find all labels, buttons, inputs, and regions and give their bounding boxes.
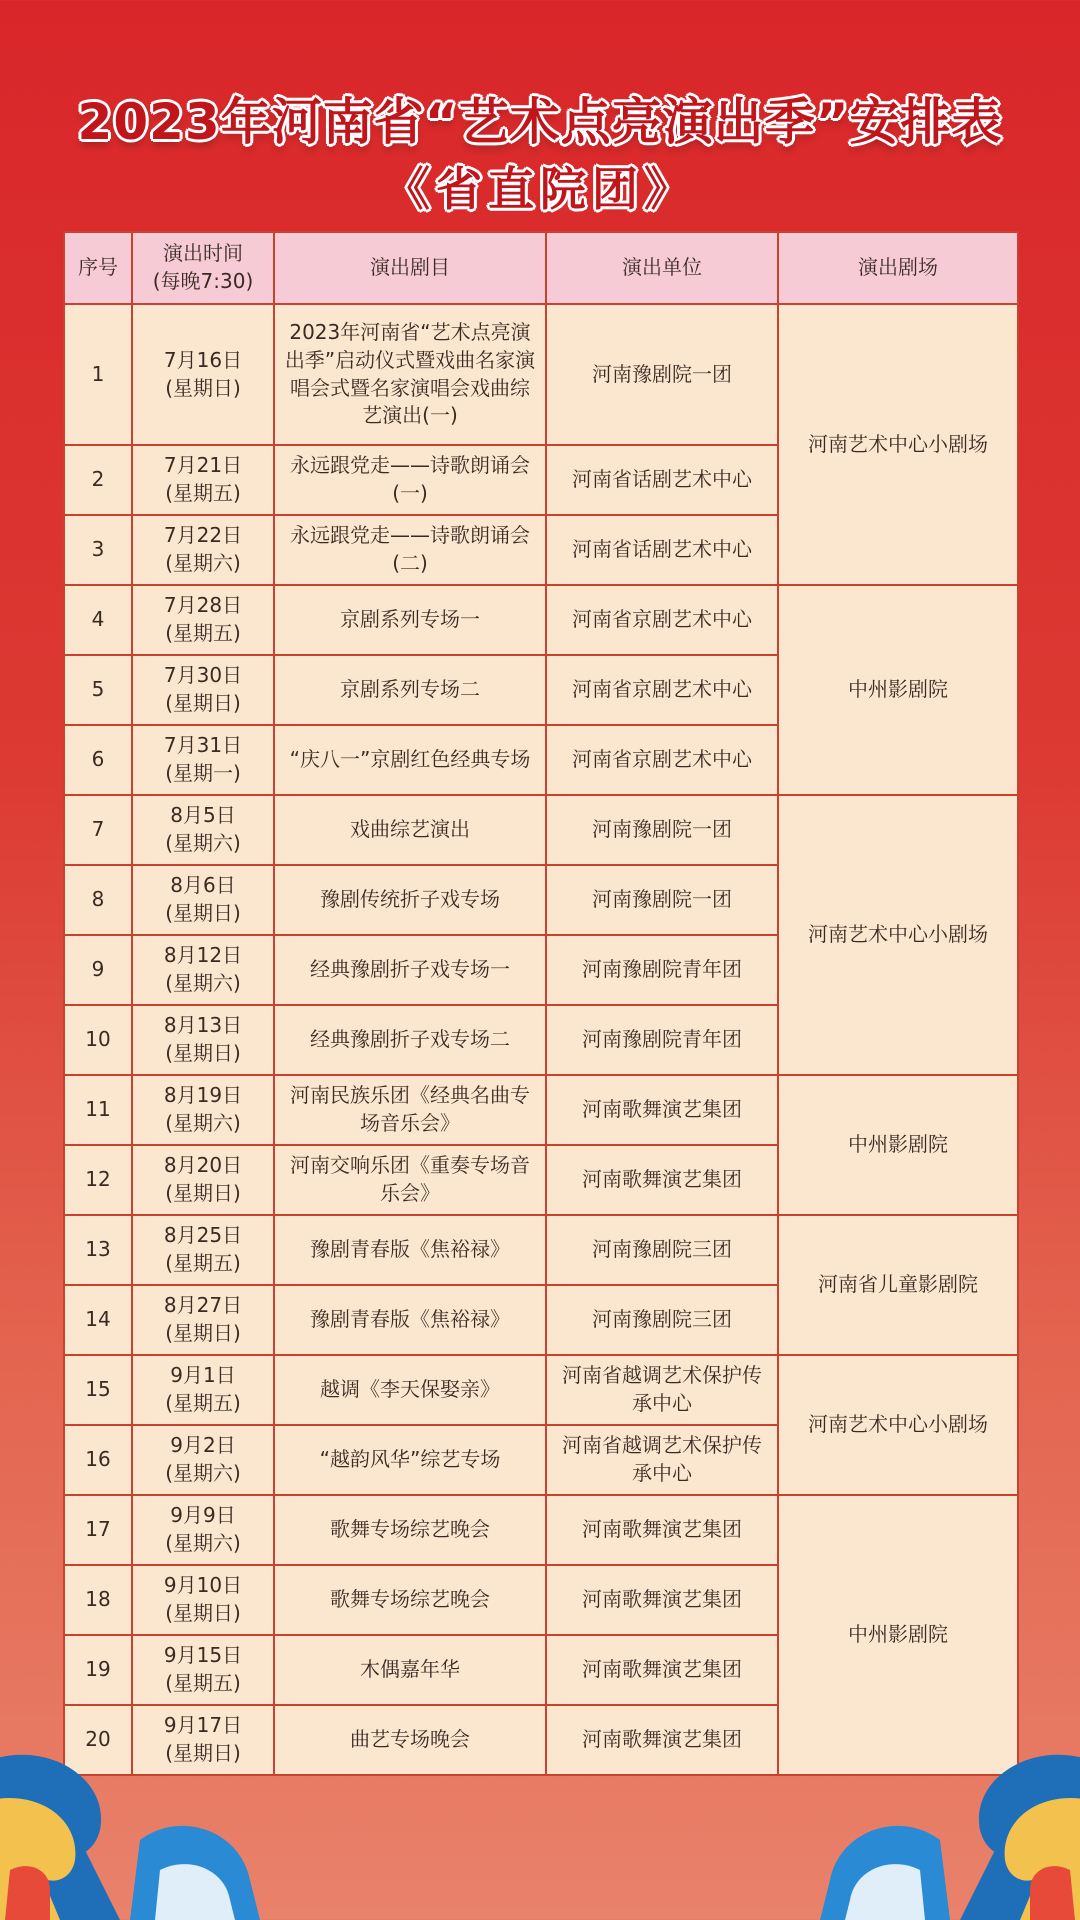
schedule-table <box>63 231 1019 1776</box>
row-number: 14 <box>64 1285 132 1355</box>
row-number: 7 <box>64 795 132 865</box>
row-unit: 河南歌舞演艺集团 <box>546 1705 778 1775</box>
row-unit: 河南豫剧院一团 <box>546 795 778 865</box>
row-unit: 河南歌舞演艺集团 <box>546 1565 778 1635</box>
row-number: 6 <box>64 725 132 795</box>
row-unit: 河南省京剧艺术中心 <box>546 725 778 795</box>
row-date: 8月6日 (星期日) <box>132 865 274 935</box>
wave-decoration-right <box>790 1720 1080 1920</box>
row-date: 7月30日 (星期日) <box>132 655 274 725</box>
row-date: 8月27日 (星期日) <box>132 1285 274 1355</box>
page-title: 2023年河南省“艺术点亮演出季”安排表 <box>77 93 1003 151</box>
row-unit: 河南豫剧院青年团 <box>546 935 778 1005</box>
row-program: 越调《李天保娶亲》 <box>274 1355 546 1425</box>
row-number: 18 <box>64 1565 132 1635</box>
row-number: 4 <box>64 585 132 655</box>
row-unit: 河南歌舞演艺集团 <box>546 1145 778 1215</box>
row-date: 8月19日 (星期六) <box>132 1075 274 1145</box>
col-header-unit: 演出单位 <box>546 232 778 304</box>
row-number: 16 <box>64 1425 132 1495</box>
row-date: 7月31日 (星期一) <box>132 725 274 795</box>
row-unit: 河南省京剧艺术中心 <box>546 655 778 725</box>
row-program: 经典豫剧折子戏专场二 <box>274 1005 546 1075</box>
row-date: 9月15日 (星期五) <box>132 1635 274 1705</box>
row-unit: 河南豫剧院三团 <box>546 1285 778 1355</box>
row-venue: 中州影剧院 <box>778 1075 1018 1215</box>
row-number: 11 <box>64 1075 132 1145</box>
row-date: 8月25日 (星期五) <box>132 1215 274 1285</box>
row-date: 9月1日 (星期五) <box>132 1355 274 1425</box>
row-date: 7月16日 (星期日) <box>132 304 274 445</box>
row-unit: 河南歌舞演艺集团 <box>546 1075 778 1145</box>
row-unit: 河南省京剧艺术中心 <box>546 585 778 655</box>
row-number: 8 <box>64 865 132 935</box>
col-header-number: 序号 <box>64 232 132 304</box>
table-row <box>64 1075 1018 1145</box>
row-venue: 河南艺术中心小剧场 <box>778 1355 1018 1495</box>
row-venue: 河南省儿童影剧院 <box>778 1215 1018 1355</box>
row-date: 8月20日 (星期日) <box>132 1145 274 1215</box>
row-venue: 河南艺术中心小剧场 <box>778 795 1018 1075</box>
table-header-row <box>64 232 1018 304</box>
row-date: 9月9日 (星期六) <box>132 1495 274 1565</box>
row-number: 9 <box>64 935 132 1005</box>
row-unit: 河南豫剧院一团 <box>546 865 778 935</box>
row-unit: 河南省话剧艺术中心 <box>546 445 778 515</box>
row-program: 曲艺专场晚会 <box>274 1705 546 1775</box>
row-date: 8月13日 (星期日) <box>132 1005 274 1075</box>
col-header-program: 演出剧目 <box>274 232 546 304</box>
row-unit: 河南豫剧院青年团 <box>546 1005 778 1075</box>
row-number: 1 <box>64 304 132 445</box>
table-row <box>64 585 1018 655</box>
row-program: 河南民族乐团《经典名曲专场音乐会》 <box>274 1075 546 1145</box>
row-program: 豫剧青春版《焦裕禄》 <box>274 1285 546 1355</box>
row-venue: 河南艺术中心小剧场 <box>778 304 1018 585</box>
wave-decoration-left <box>0 1720 290 1920</box>
row-unit: 河南豫剧院三团 <box>546 1215 778 1285</box>
row-program: 戏曲综艺演出 <box>274 795 546 865</box>
row-unit: 河南豫剧院一团 <box>546 304 778 445</box>
table-row <box>64 1215 1018 1285</box>
row-program: 河南交响乐团《重奏专场音乐会》 <box>274 1145 546 1215</box>
row-number: 12 <box>64 1145 132 1215</box>
row-program: “庆八一”京剧红色经典专场 <box>274 725 546 795</box>
row-date: 9月2日 (星期六) <box>132 1425 274 1495</box>
row-date: 7月21日 (星期五) <box>132 445 274 515</box>
row-number: 19 <box>64 1635 132 1705</box>
row-number: 2 <box>64 445 132 515</box>
row-program: 永远跟党走——诗歌朗诵会 (二) <box>274 515 546 585</box>
col-header-time: 演出时间 (每晚7:30) <box>132 232 274 304</box>
row-program: 歌舞专场综艺晚会 <box>274 1495 546 1565</box>
row-program: 2023年河南省“艺术点亮演出季”启动仪式暨戏曲名家演唱会式暨名家演唱会戏曲综艺演出(一) <box>274 304 546 445</box>
row-program: 经典豫剧折子戏专场一 <box>274 935 546 1005</box>
row-program: 京剧系列专场二 <box>274 655 546 725</box>
row-program: “越韵风华”综艺专场 <box>274 1425 546 1495</box>
row-unit: 河南省话剧艺术中心 <box>546 515 778 585</box>
row-number: 10 <box>64 1005 132 1075</box>
row-venue: 中州影剧院 <box>778 585 1018 795</box>
row-program: 豫剧传统折子戏专场 <box>274 865 546 935</box>
page-subtitle: 《省直院团》 <box>384 162 696 216</box>
row-program: 木偶嘉年华 <box>274 1635 546 1705</box>
row-program: 歌舞专场综艺晚会 <box>274 1565 546 1635</box>
col-header-venue: 演出剧场 <box>778 232 1018 304</box>
row-date: 8月12日 (星期六) <box>132 935 274 1005</box>
row-program: 京剧系列专场一 <box>274 585 546 655</box>
row-venue: 中州影剧院 <box>778 1495 1018 1775</box>
row-unit: 河南省越调艺术保护传承中心 <box>546 1425 778 1495</box>
row-date: 7月28日 (星期五) <box>132 585 274 655</box>
table-row <box>64 304 1018 445</box>
row-date: 9月17日 (星期日) <box>132 1705 274 1775</box>
table-row <box>64 795 1018 865</box>
row-number: 15 <box>64 1355 132 1425</box>
row-number: 13 <box>64 1215 132 1285</box>
row-unit: 河南省越调艺术保护传承中心 <box>546 1355 778 1425</box>
row-unit: 河南歌舞演艺集团 <box>546 1635 778 1705</box>
row-date: 8月5日 (星期六) <box>132 795 274 865</box>
row-number: 20 <box>64 1705 132 1775</box>
table-row <box>64 1495 1018 1565</box>
row-date: 9月10日 (星期日) <box>132 1565 274 1635</box>
row-program: 豫剧青春版《焦裕禄》 <box>274 1215 546 1285</box>
row-unit: 河南歌舞演艺集团 <box>546 1495 778 1565</box>
row-number: 5 <box>64 655 132 725</box>
row-number: 17 <box>64 1495 132 1565</box>
row-date: 7月22日 (星期六) <box>132 515 274 585</box>
row-number: 3 <box>64 515 132 585</box>
table-row <box>64 1355 1018 1425</box>
row-program: 永远跟党走——诗歌朗诵会 (一) <box>274 445 546 515</box>
